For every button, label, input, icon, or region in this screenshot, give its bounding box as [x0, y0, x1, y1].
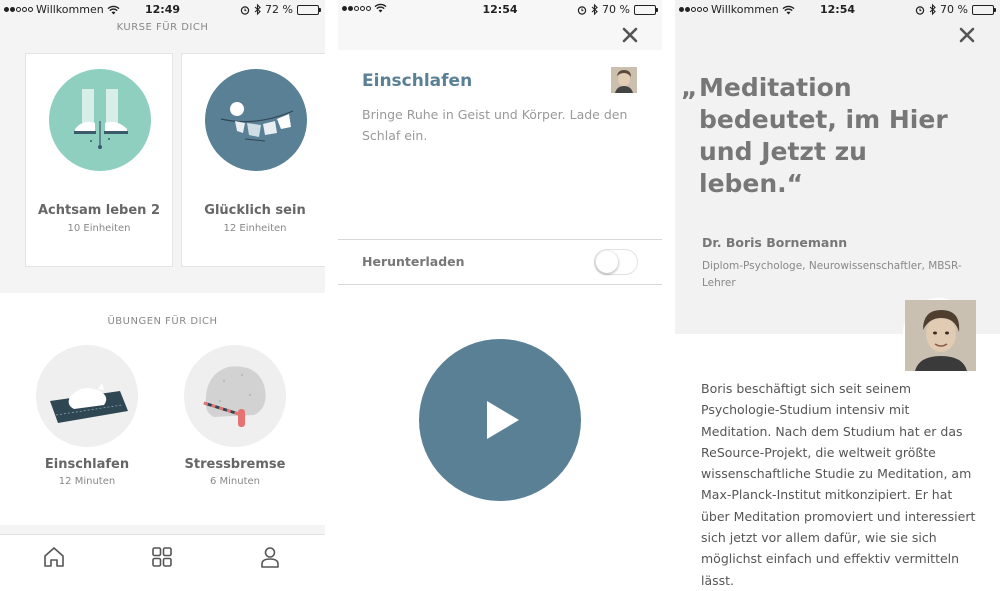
exercise-title: Einschlafen	[44, 457, 130, 472]
battery-icon	[634, 5, 656, 15]
download-label: Herunterladen	[362, 254, 465, 269]
quote-text	[681, 72, 979, 200]
teacher-avatar[interactable]	[611, 67, 637, 93]
person-face-icon	[611, 67, 637, 93]
alarm-icon	[577, 5, 587, 15]
alarm-icon	[240, 5, 250, 15]
grid-icon[interactable]	[150, 545, 174, 569]
person-face-icon	[905, 300, 976, 371]
home-icon[interactable]	[42, 545, 66, 569]
carrier-label: Willkommen	[36, 3, 104, 16]
course-illustration	[205, 69, 307, 171]
close-icon[interactable]	[620, 25, 640, 45]
screen-divider	[325, 0, 338, 577]
teacher-profile-screen	[675, 0, 1000, 588]
home-screen	[0, 0, 325, 577]
exercise-description: Bringe Ruhe in Geist und Körper. Lade den Schlaf ein.	[362, 107, 628, 143]
courses-section-title: KURSE FÜR DICH	[116, 22, 209, 33]
carrier-label: Willkommen	[711, 3, 779, 16]
exercise-title: Stressbremse	[184, 457, 286, 472]
exercise-item-einschlafen[interactable]	[35, 345, 139, 487]
battery-icon	[297, 5, 319, 15]
play-button[interactable]	[419, 339, 581, 501]
status-time: 12:54	[482, 3, 518, 16]
status-time: 12:54	[819, 3, 855, 16]
laundry-line-illustration-icon	[205, 69, 307, 171]
battery-percent: 72 %	[265, 3, 293, 16]
bluetooth-icon	[591, 4, 598, 15]
bluetooth-icon	[929, 4, 936, 15]
download-row	[338, 239, 662, 285]
bluetooth-icon	[254, 4, 261, 15]
teacher-role: Diplom-Psychologe, Neurowissenschaftler, MBSR-Lehrer	[702, 260, 962, 289]
feet-illustration-icon	[49, 69, 151, 171]
exercise-duration: 6 Minuten	[209, 476, 261, 487]
exercise-detail-screen	[338, 0, 662, 577]
quote-body: Meditation bedeutet, im Hier und Jetzt zu leben.“	[699, 73, 948, 198]
teacher-bio: Boris beschäftigt sich seit seinem Psychologie-Studium intensiv mit Meditation. Nach dem Studium hat er das ReSource-Projekt, die weltweit größte wissenschaftliche Studie zu Meditation, am Max-Planck-Institut mitkonzipiert. Er hat über Meditation promoviert und interessiert sich jetzt vor allem dafür, wie sie sich möglichst einfach und effektiv vermitteln lässt.	[701, 381, 976, 588]
quote-mark: „	[681, 73, 698, 102]
status-bar	[675, 0, 1000, 18]
course-units: 12 Einheiten	[223, 223, 287, 234]
status-bar	[0, 0, 325, 18]
course-card-gluecklich-sein[interactable]	[181, 53, 329, 267]
course-illustration	[49, 69, 151, 171]
battery-percent: 70 %	[602, 3, 630, 16]
course-card-achtsam-leben[interactable]	[25, 53, 173, 267]
close-icon[interactable]	[957, 25, 977, 45]
exercise-item-stressbremse[interactable]	[183, 345, 287, 487]
battery-percent: 70 %	[940, 3, 968, 16]
exercise-duration: 12 Minuten	[58, 476, 116, 487]
battery-icon	[972, 5, 994, 15]
exercises-section-title: ÜBUNGEN FÜR DICH	[107, 316, 218, 327]
status-bar	[338, 0, 662, 50]
alarm-icon	[915, 5, 925, 15]
status-time: 12:49	[144, 3, 180, 16]
tab-bar	[0, 534, 325, 577]
toggle-knob	[596, 251, 618, 273]
exercise-illustration	[184, 345, 286, 447]
sleeping-cat-illustration-icon	[36, 345, 138, 447]
play-icon	[419, 339, 581, 501]
teacher-photo	[903, 298, 974, 369]
course-title: Glücklich sein	[204, 203, 306, 218]
teacher-name: Dr. Boris Bornemann	[702, 235, 848, 250]
profile-icon[interactable]	[258, 545, 282, 569]
boulder-illustration-icon	[184, 345, 286, 447]
download-toggle[interactable]	[594, 249, 638, 275]
course-title: Achtsam leben 2	[37, 203, 161, 218]
exercises-section	[0, 293, 325, 525]
screen-divider	[662, 0, 675, 577]
exercise-illustration	[36, 345, 138, 447]
course-units: 10 Einheiten	[67, 223, 131, 234]
exercise-title: Einschlafen	[362, 71, 473, 91]
